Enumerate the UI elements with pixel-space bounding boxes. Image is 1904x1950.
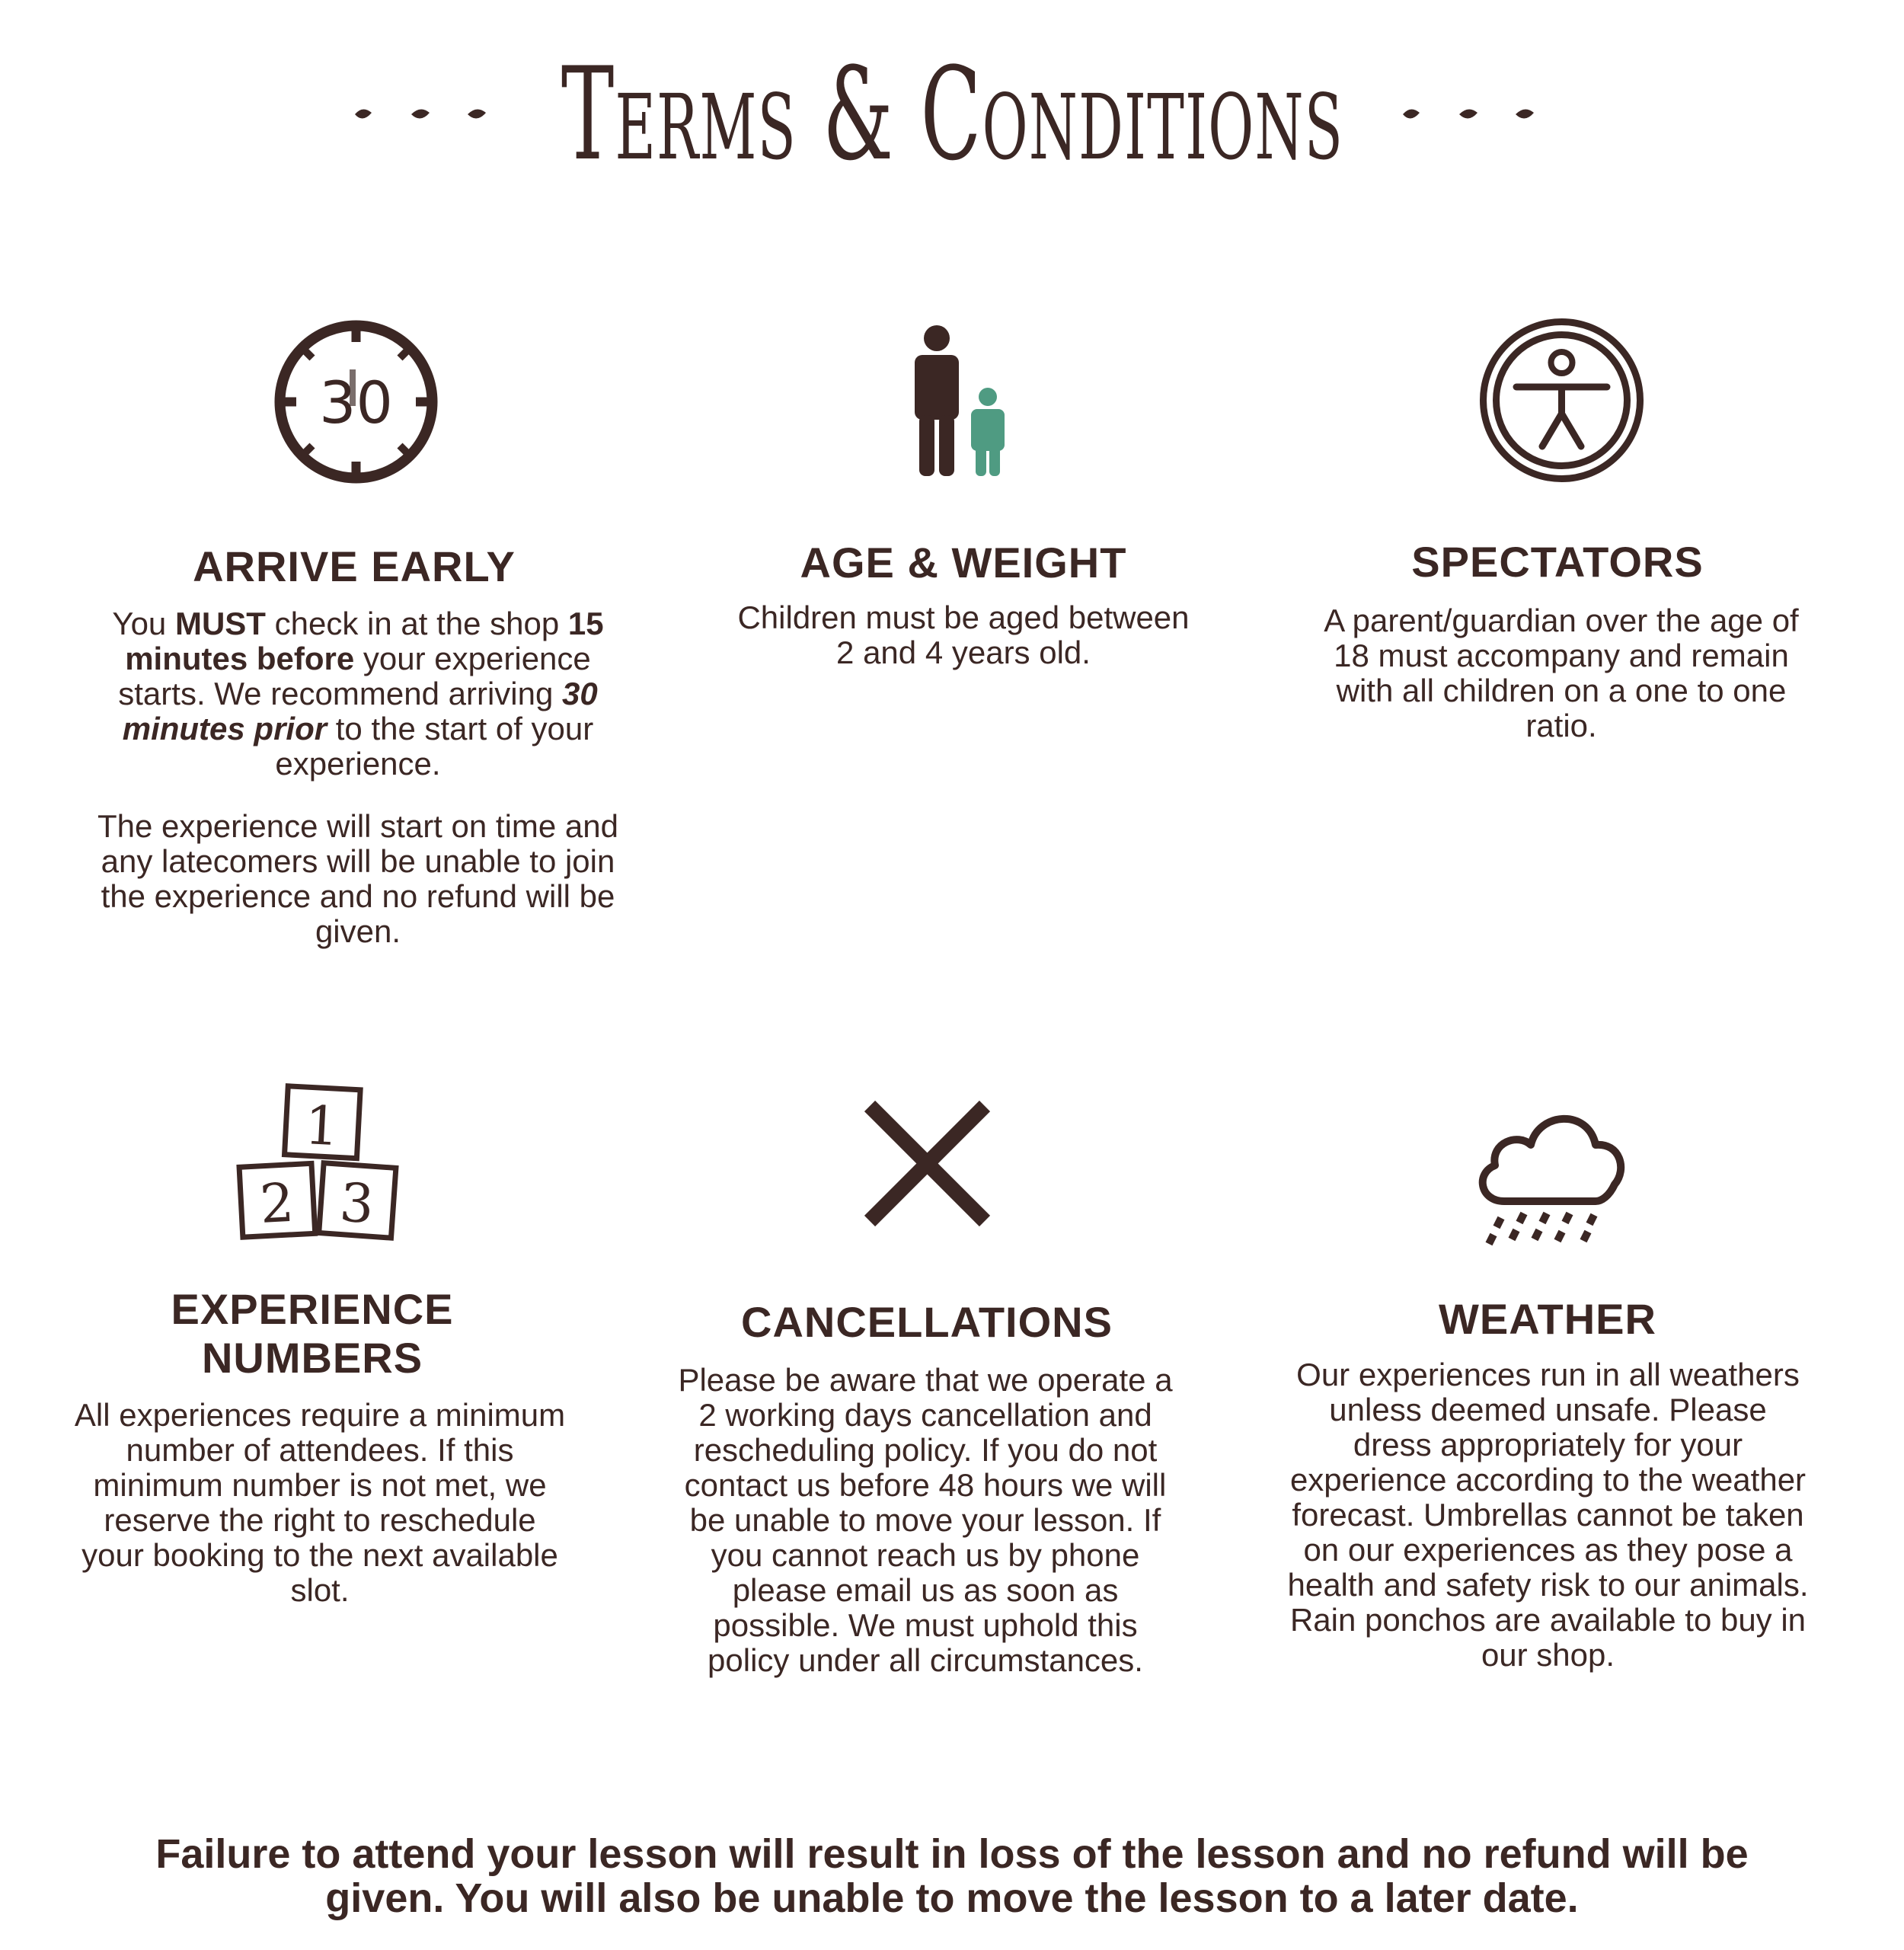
- parent-child-icon: [902, 324, 1013, 476]
- number-blocks-icon: [236, 1080, 400, 1244]
- cross-icon: [861, 1097, 994, 1230]
- age-weight-heading: AGE & WEIGHT: [800, 539, 1127, 587]
- footer-notice: Failure to attend your lesson will result in loss of the lesson and no refund will be given. You will also be unable to move the lesson to a later date.: [155, 1831, 1749, 1921]
- experience-numbers-heading-line-1: EXPERIENCE: [171, 1285, 454, 1333]
- title-row: [0, 42, 1904, 187]
- rain-cloud-icon: [1474, 1108, 1630, 1261]
- decorative-dots-left-icon: [352, 99, 504, 129]
- block-2-label: 2: [258, 1171, 296, 1236]
- cancellations-heading: CANCELLATIONS: [741, 1298, 1113, 1346]
- weather-text: Our experiences run in all weathers unless deemed unsafe. Please dress appropriately for your experience according to the weather forecast. Umbrellas cannot be taken on our experiences as they pose a health and safety risk to our animals. Rain ponchos are available to buy in our shop.: [1287, 1357, 1809, 1673]
- page-title: Terms & Conditions: [561, 40, 1343, 189]
- person-circle-icon: [1480, 318, 1644, 482]
- age-weight-text: Children must be aged between 2 and 4 years old.: [737, 599, 1190, 670]
- arrive-early-text: [95, 606, 621, 949]
- weather-heading: WEATHER: [1439, 1295, 1656, 1343]
- arrive-early-paragraph-2: The experience will start on time and any latecomers will be unable to join the experience and no refund will be given.: [97, 808, 618, 949]
- clock-label: 30: [319, 369, 393, 436]
- cancellations-text: Please be aware that we operate a 2 working days cancellation and rescheduling policy. If you do not contact us before 48 hours we will be unable to move your lesson. If you cannot reach us by phone please email us as soon as possible. We must uphold this policy under all circumstances.: [678, 1362, 1173, 1678]
- arrive-early-heading: ARRIVE EARLY: [193, 542, 516, 590]
- spectators-text: A parent/guardian over the age of 18 must accompany and remain with all children on a one to one ratio.: [1324, 603, 1799, 743]
- spectators-heading: SPECTATORS: [1411, 538, 1704, 586]
- decorative-dots-right-icon: [1400, 99, 1552, 129]
- experience-numbers-heading-line-2: NUMBERS: [201, 1334, 423, 1382]
- experience-numbers-text: All experiences require a minimum number of attendees. If this minimum number is not met, we reserve the right to reschedule your booking to the next available slot.: [74, 1397, 566, 1608]
- experience-numbers-heading: [84, 1285, 541, 1383]
- block-3-label: 3: [337, 1171, 376, 1236]
- clock-30-icon: [270, 316, 442, 488]
- block-1-label: 1: [303, 1094, 340, 1159]
- arrive-early-paragraph-1: You MUST check in at the shop 15 minutes before your experience starts. We recommend arriving 30 minutes prior to the start of your experience.: [112, 606, 604, 782]
